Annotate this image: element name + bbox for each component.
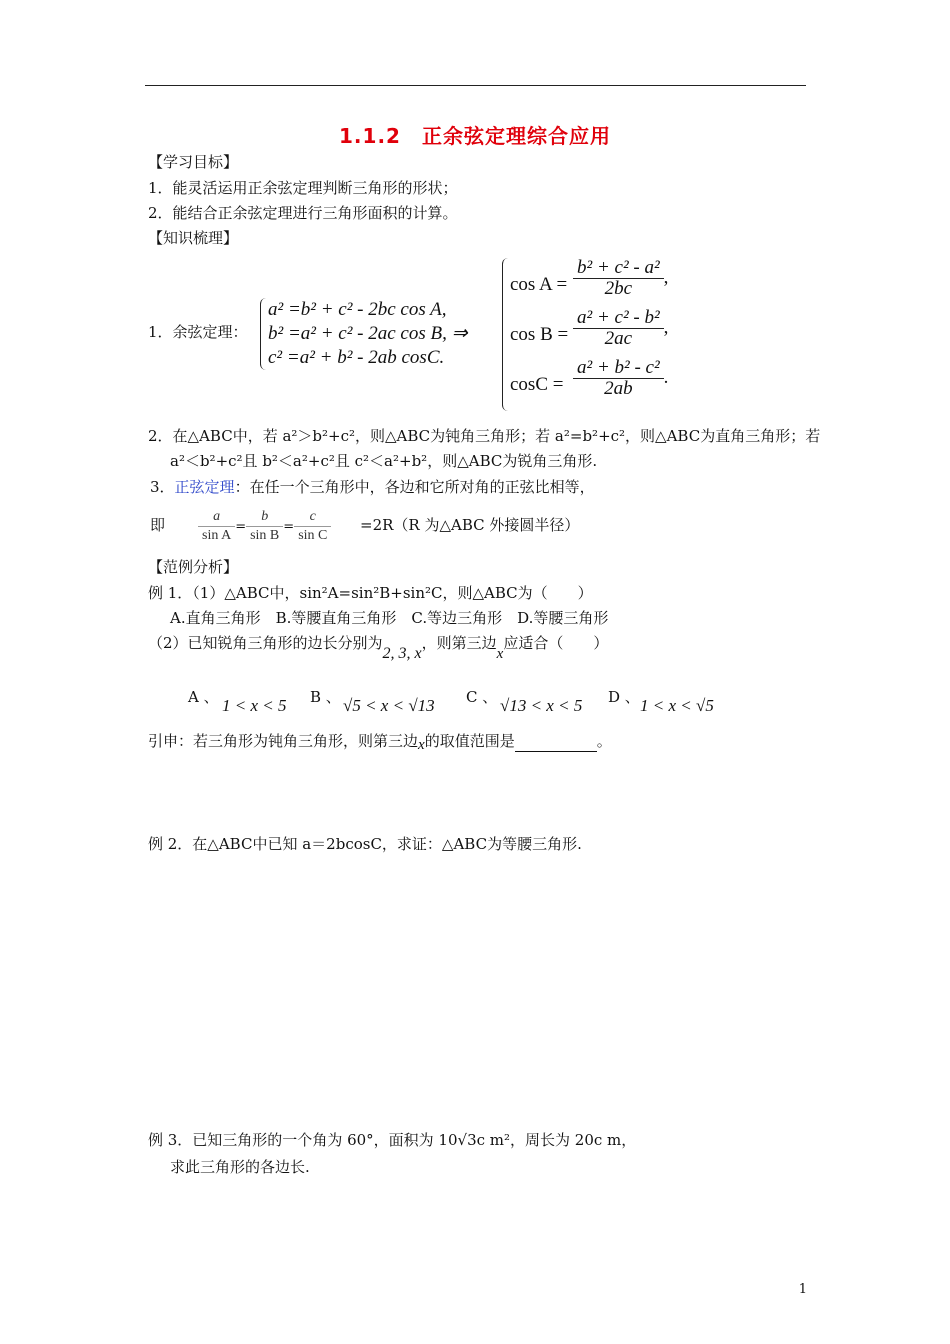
example-1-options: A.直角三角形 B.等腰直角三角形 C.等边三角形 D.等腰三角形 <box>170 609 609 627</box>
example-1-part-2 <box>148 633 609 662</box>
header-rule <box>145 85 806 86</box>
cos-b-denominator: 2ac <box>604 328 633 349</box>
extension-end: 。 <box>596 732 612 750</box>
option-d-math: 1 < x < √5 <box>640 696 714 715</box>
ex1-part2-text-c: 应适合（ ） <box>503 634 609 652</box>
option-a-label: A 、 <box>188 688 219 706</box>
option-b-label: B 、 <box>310 688 341 706</box>
option-d-label: D 、 <box>608 688 640 706</box>
cosine-eq-3: c² =a² + b² - 2ab cosC. <box>268 347 445 368</box>
sine-den-b: sin B <box>250 528 280 543</box>
cosine-label: 1．余弦定理： <box>148 323 248 341</box>
option-b-math: √5 < x < √13 <box>343 696 435 715</box>
answer-blank <box>515 737 597 752</box>
cos-b-fraction: $\frac{\text{a² + c² - b²}}{2ac}$ , <box>573 308 668 349</box>
sine-rule-tail: =2R（R 为△ABC 外接圆半径） <box>360 516 580 534</box>
goal-2: 2．能结合正余弦定理进行三角形面积的计算。 <box>148 204 458 222</box>
page-title: 1.1.2 正余弦定理综合应用 <box>339 124 611 148</box>
sine-rule-description: ：在任一个三角形中，各边和它所对角的正弦比相等， <box>234 478 595 496</box>
cos-a-numerator: b² + c² - a² <box>573 258 664 279</box>
sine-rule-term: 正弦定理 <box>174 478 235 496</box>
example-3-line-2: 求此三角形的各边长. <box>170 1158 310 1176</box>
sine-rule-line <box>150 477 595 497</box>
knowledge-header: 【知识梳理】 <box>148 229 239 247</box>
ji-label: 即 <box>150 516 166 534</box>
cosine-eq-2: b² =a² + c² - 2ac cos B, ⇒ <box>268 323 468 344</box>
page-number: 1 <box>798 1282 807 1297</box>
ex1-part2-set: 2, 3, x <box>382 645 422 662</box>
cos-b-numerator: a² + c² - b² <box>573 308 664 329</box>
cos-a-denominator: 2bc <box>604 278 633 299</box>
sine-den-a: sin A <box>202 528 232 543</box>
sine-num-b: b <box>246 508 283 527</box>
cos-c-numerator: a² + b² - c² <box>573 358 664 379</box>
triangle-type-line-1: 2．在△ABC中，若 a²＞b²+c²，则△ABC为钝角三角形；若 a²=b²+c²，则△ABC为直角三角形；若 <box>148 427 821 445</box>
ex1-part2-text-b: ，则第三边 <box>421 634 497 652</box>
option-c-label: C 、 <box>466 688 498 706</box>
example-2: 例 2．在△ABC中已知 a＝2bcosC，求证：△ABC为等腰三角形. <box>148 835 582 853</box>
option-c-math: √13 < x < 5 <box>500 696 583 715</box>
ex1-part2-x: x <box>496 646 504 662</box>
cos-c-fraction: $\frac{\text{a² + b² - c²}}{2ab}$ . <box>573 358 668 399</box>
extension-x: x <box>418 737 425 753</box>
ex1-part2-text-a: （2）已知锐角三角形的边长分别为 <box>148 634 383 652</box>
sine-rule-formula <box>198 508 331 545</box>
sine-num-a: a <box>198 508 235 527</box>
extension-text-b: 的取值范围是 <box>424 732 515 750</box>
cos-c-lhs: cosC = <box>510 374 564 395</box>
extension-line <box>148 731 612 752</box>
cos-b-lhs: cos B = <box>510 324 569 345</box>
sine-num-c: c <box>294 508 331 527</box>
goals-header: 【学习目标】 <box>148 153 239 171</box>
example-1-question: 例 1．（1）△ABC中，sin²A=sin²B+sin²C，则△ABC为（ ） <box>148 584 593 602</box>
examples-header: 【范例分析】 <box>148 558 239 576</box>
sine-rule-number: 3． <box>150 478 175 496</box>
cosine-eq-1: a² =b² + c² - 2bc cos A, <box>268 299 447 320</box>
equals-2: = <box>283 519 295 535</box>
cos-a-fraction: $\frac{\text{b² + c² - a²}}{2bc}$ , <box>573 258 668 299</box>
cos-a-lhs: cos A = <box>510 274 568 295</box>
sine-den-c: sin C <box>298 528 328 543</box>
example-3-line-1: 例 3．已知三角形的一个角为 60°，面积为 10√3c m²，周长为 20c m， <box>148 1131 637 1149</box>
goal-1: 1．能灵活运用正余弦定理判断三角形的形状； <box>148 179 458 197</box>
extension-text-a: 引申：若三角形为钝角三角形，则第三边 <box>148 732 419 750</box>
cos-c-denominator: 2ab <box>604 378 633 399</box>
triangle-type-line-2: a²＜b²+c²且 b²＜a²+c²且 c²＜a²+b²，则△ABC为锐角三角形. <box>170 452 598 470</box>
equals-1: = <box>235 519 247 535</box>
option-a-math: 1 < x < 5 <box>222 696 287 715</box>
